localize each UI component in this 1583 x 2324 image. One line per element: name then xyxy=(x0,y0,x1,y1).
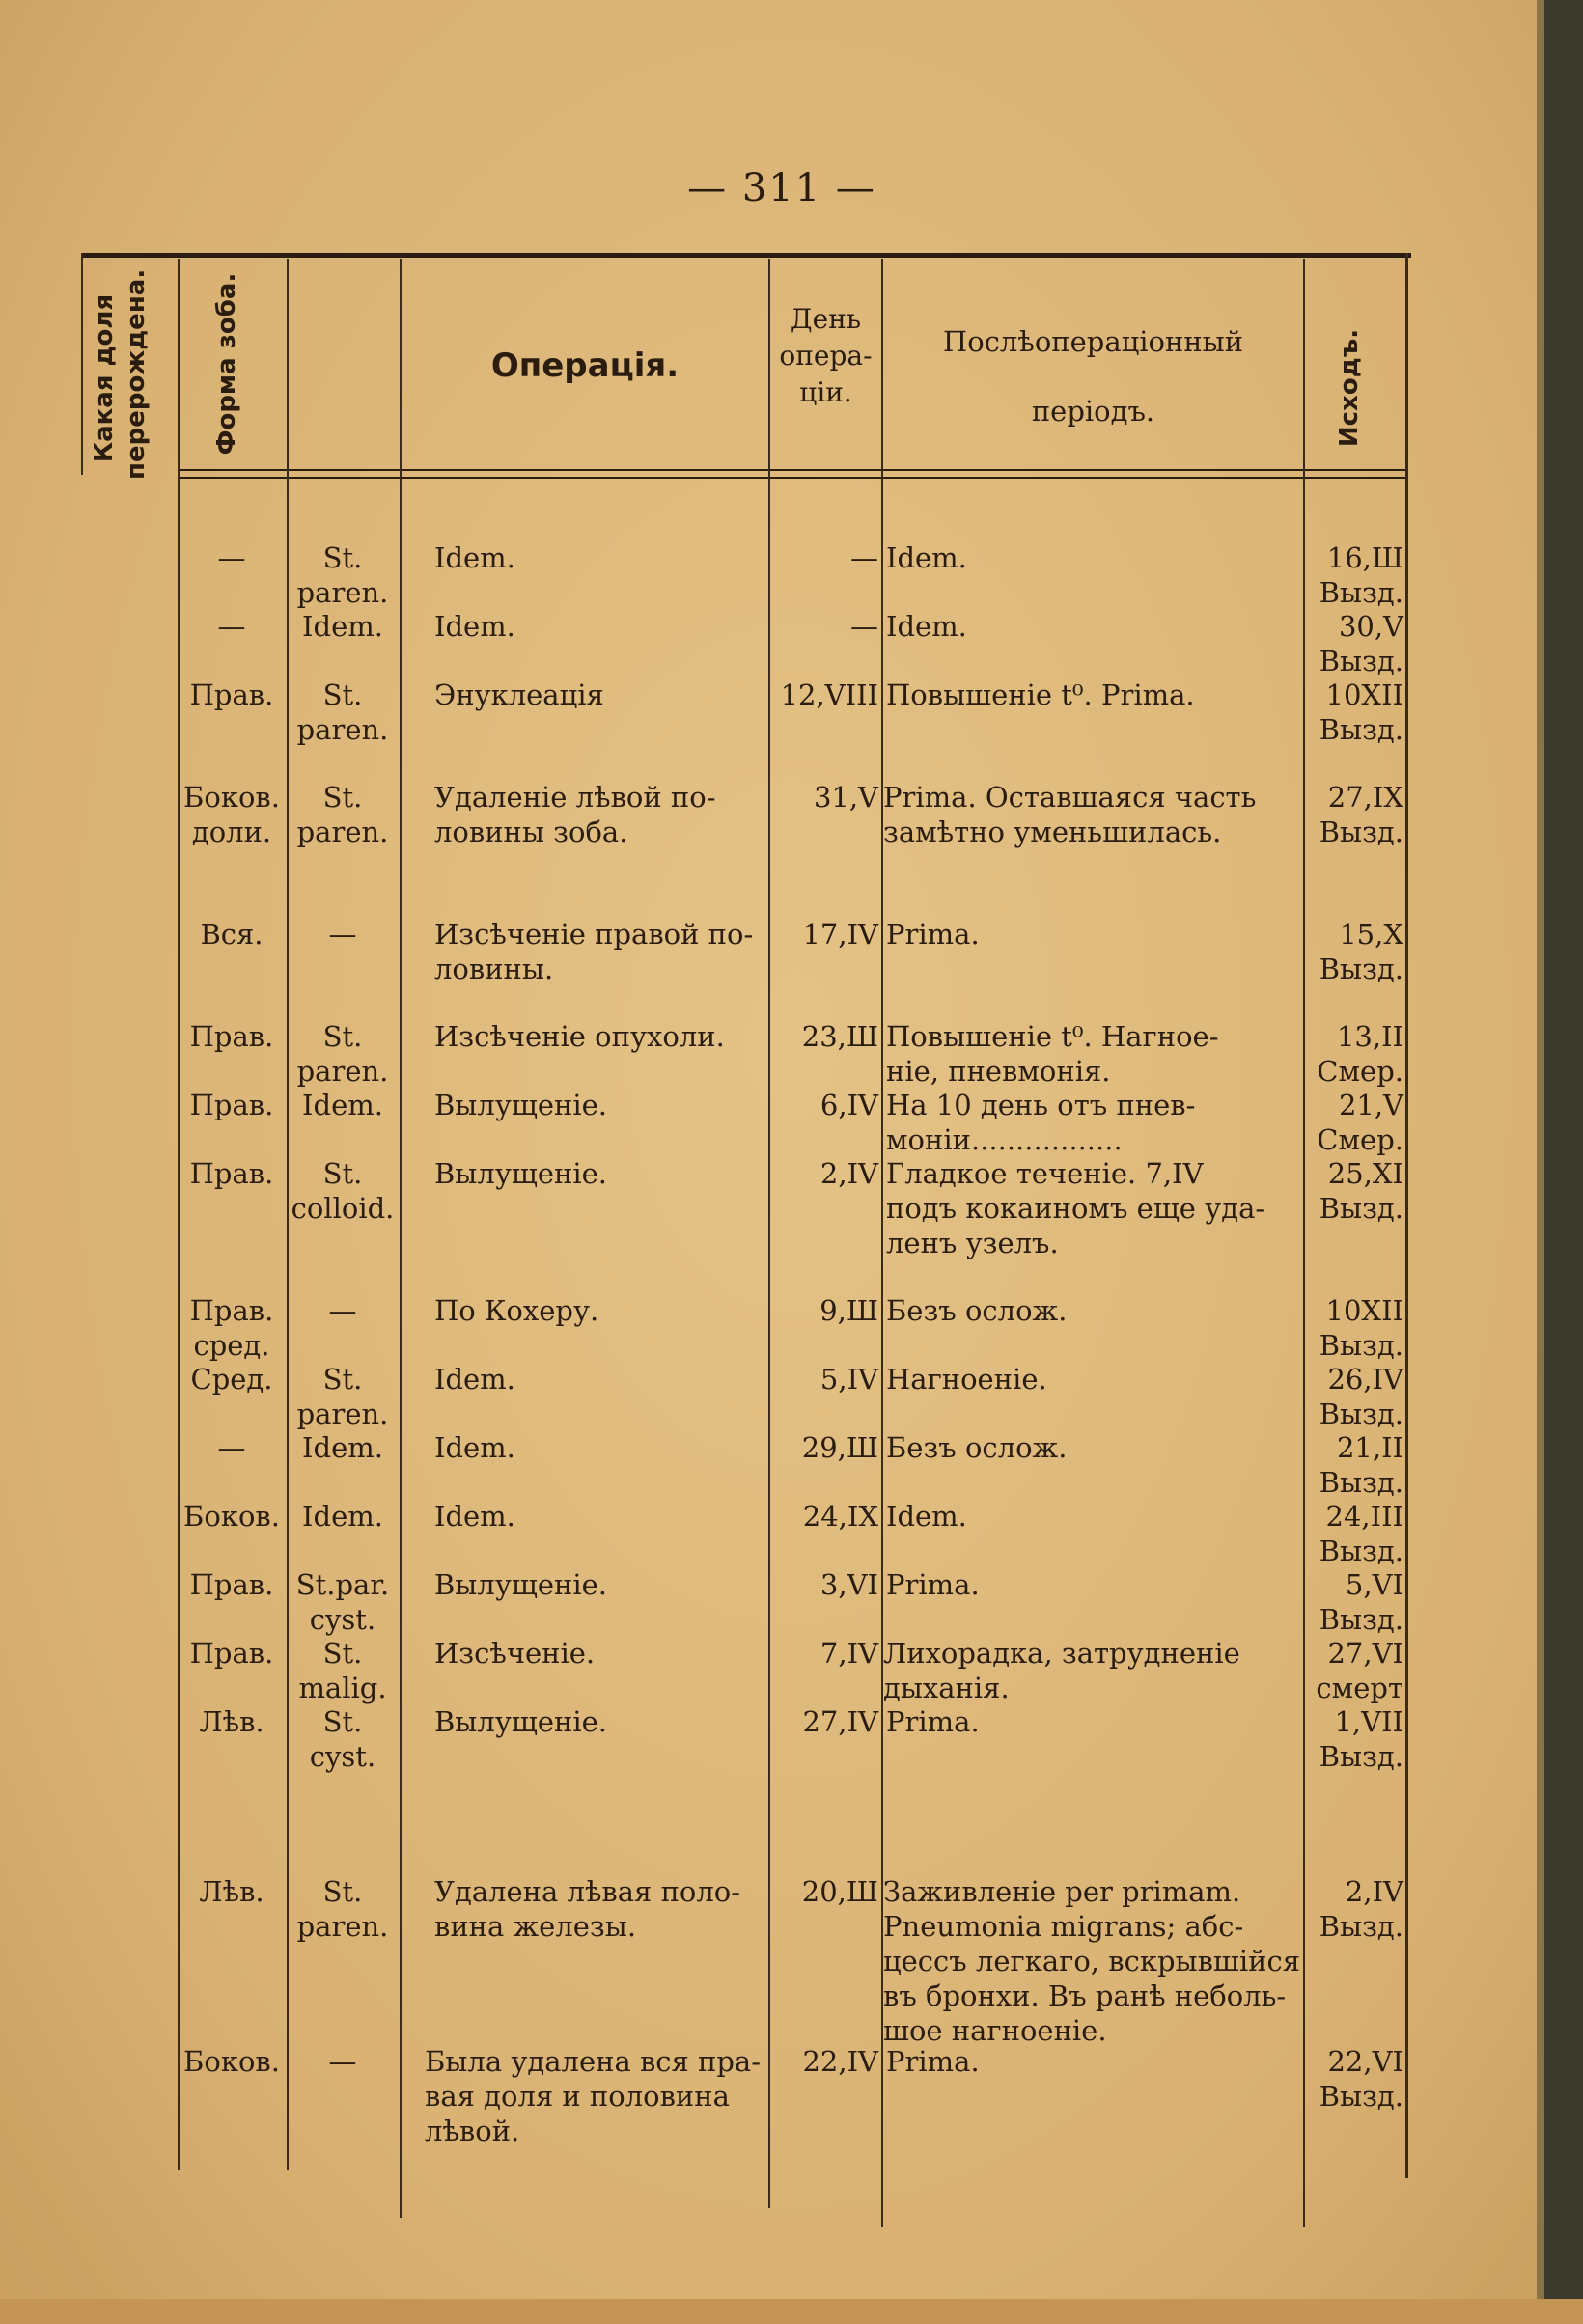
cell-period: На 10 день отъ пнев- моніи................. xyxy=(886,1089,1196,1156)
cell-dolya: Боков. xyxy=(183,2045,280,2078)
cell-dolya: — xyxy=(217,541,246,574)
cell-operatsiya: Idem. xyxy=(434,610,515,643)
cell-den: 12,VIII xyxy=(780,678,878,711)
cell-operatsiya: Вылущеніе. xyxy=(434,1705,607,1738)
cell-dolya: Прав. xyxy=(189,678,274,711)
cell-forma: St. malig. xyxy=(298,1637,387,1704)
cell-operatsiya: Изсѣченіе опухоли. xyxy=(434,1020,725,1053)
cell-dolya: Прав. xyxy=(189,1568,274,1601)
cell-den: — xyxy=(850,541,878,574)
cell-dolya: Лѣв. xyxy=(199,1875,264,1908)
cell-operatsiya: Энуклеація xyxy=(434,678,604,711)
cell-iskhod: 1,VII Вызд. xyxy=(1319,1705,1403,1773)
cell-dolya: — xyxy=(217,1431,246,1464)
header-iskhod: Исходъ. xyxy=(1335,328,1364,448)
cell-period: Idem. xyxy=(886,1500,967,1533)
cell-den: 6,IV xyxy=(819,1089,878,1121)
column-divider xyxy=(400,259,402,2218)
cell-forma: St. paren. xyxy=(296,541,389,609)
cell-forma: St. paren. xyxy=(296,1020,389,1088)
cell-forma: Idem. xyxy=(302,1431,383,1464)
cell-iskhod: 21,II Вызд. xyxy=(1319,1431,1403,1499)
cell-dolya: Прав. xyxy=(189,1020,274,1053)
cell-iskhod: 5,VI Вызд. xyxy=(1319,1568,1403,1636)
cell-iskhod: 25,XI Вызд. xyxy=(1319,1157,1403,1225)
cell-den: 29,Ш xyxy=(801,1431,878,1464)
table-right-rule xyxy=(1405,253,1408,2178)
header-operatsiya: Операція. xyxy=(490,346,680,385)
cell-iskhod: 27,VI смерт xyxy=(1316,1637,1403,1704)
cell-period: Безъ ослож. xyxy=(886,1294,1068,1327)
cell-iskhod: 16,Ш Вызд. xyxy=(1319,541,1403,609)
cell-operatsiya: Idem. xyxy=(434,1363,515,1396)
cell-den: — xyxy=(850,610,878,643)
cell-den: 5,IV xyxy=(819,1363,878,1396)
table-left-rule xyxy=(81,253,83,475)
cell-period: Гладкое теченіе. 7,IV подъ кокаиномъ еще уда- ленъ узелъ. xyxy=(886,1157,1265,1259)
cell-forma: St. paren. xyxy=(296,1363,389,1430)
cell-iskhod: 30,V Вызд. xyxy=(1319,610,1403,678)
cell-period: Idem. xyxy=(886,541,967,574)
cell-operatsiya: Изсѣченіе правой по- ловины. xyxy=(434,918,754,985)
cell-forma: Idem. xyxy=(302,610,383,643)
cell-iskhod: 10XII Вызд. xyxy=(1319,1294,1403,1362)
cell-forma: St. paren. xyxy=(296,781,389,848)
cell-period: Нагноеніе. xyxy=(886,1363,1047,1396)
cell-iskhod: 22,VI Вызд. xyxy=(1319,2045,1403,2113)
cell-period: Prima. xyxy=(886,2045,980,2078)
cell-forma: St. paren. xyxy=(296,678,389,746)
header-forma-zoba: Форма зоба. xyxy=(212,272,241,456)
cell-operatsiya: Idem. xyxy=(434,1431,515,1464)
book-edge xyxy=(1542,0,1583,2324)
cell-den: 9,Ш xyxy=(819,1294,878,1327)
cell-iskhod: 24,III Вызд. xyxy=(1319,1500,1403,1567)
cell-period: Повышеніе t⁰. Prima. xyxy=(886,678,1195,711)
cell-operatsiya: Вылущеніе. xyxy=(434,1157,607,1190)
cell-den: 7,IV xyxy=(819,1637,878,1670)
cell-den: 27,IV xyxy=(802,1705,878,1738)
cell-period: Заживленіе per primam. Pneumonia migrans; абс- цессъ легкаго, вскрывшійся въ бронхи. Въ ранѣ неболь- шое нагноеніе. xyxy=(883,1875,1301,2047)
header-den-operatsii: День опера- ціи. xyxy=(779,303,873,408)
cell-period: Лихорадка, затрудненіе дыханія. xyxy=(883,1637,1240,1704)
cell-forma: — xyxy=(328,2045,357,2078)
cell-iskhod: 2,IV Вызд. xyxy=(1319,1875,1403,1943)
cell-dolya: Сред. xyxy=(190,1363,273,1396)
cell-period: Prima. xyxy=(886,1705,980,1738)
cell-forma: St. colloid. xyxy=(291,1157,395,1225)
cell-iskhod: 10XII Вызд. xyxy=(1319,678,1403,746)
header-period: Послѣопераціонный періодъ. xyxy=(942,325,1244,428)
cell-operatsiya: Idem. xyxy=(434,1500,515,1533)
header-rule-double xyxy=(178,477,1405,479)
cell-forma: St. cyst. xyxy=(309,1705,376,1773)
cell-forma: — xyxy=(328,918,357,951)
cell-iskhod: 26,IV Вызд. xyxy=(1319,1363,1403,1430)
cell-period: Prima. xyxy=(886,1568,980,1601)
cell-period: Idem. xyxy=(886,610,967,643)
cell-den: 20,Ш xyxy=(801,1875,878,1908)
cell-forma: Idem. xyxy=(302,1089,383,1121)
cell-operatsiya: Изсѣченіе. xyxy=(434,1637,596,1670)
header-kakaya-dolya: Какая доля перерождена. xyxy=(90,268,151,480)
cell-operatsiya: Удалена лѣвая поло- вина железы. xyxy=(434,1875,741,1943)
cell-operatsiya: Вылущеніе. xyxy=(434,1089,607,1121)
cell-iskhod: 15,X Вызд. xyxy=(1319,918,1403,985)
cell-den: 22,IV xyxy=(802,2045,878,2078)
cell-dolya: Прав. xyxy=(189,1637,274,1670)
page-bottom-edge xyxy=(0,2299,1583,2324)
cell-operatsiya: Idem. xyxy=(434,541,515,574)
cell-forma: Idem. xyxy=(302,1500,383,1533)
cell-den: 17,IV xyxy=(802,918,878,951)
cell-dolya: Боков. доли. xyxy=(183,781,280,848)
cell-period: Повышеніе t⁰. Нагное- ніе, пневмонія. xyxy=(886,1020,1219,1088)
cell-operatsiya: Удаленіе лѣвой по- ловины зоба. xyxy=(434,781,716,848)
page-number: — 311 — xyxy=(687,166,876,210)
cell-period: Prima. xyxy=(886,918,980,951)
cell-iskhod: 21,V Смер. xyxy=(1317,1089,1403,1156)
cell-den: 23,Ш xyxy=(801,1020,878,1053)
cell-dolya: Вся. xyxy=(200,918,264,951)
cell-operatsiya: Была удалена вся пра- вая доля и половина лѣвой. xyxy=(425,2045,762,2147)
cell-den: 31,V xyxy=(813,781,878,814)
cell-den: 3,VI xyxy=(819,1568,878,1601)
table-top-rule xyxy=(81,253,1411,258)
cell-dolya: Боков. xyxy=(183,1500,280,1533)
cell-period: Prima. Оставшаяся часть замѣтно уменьшилась. xyxy=(883,781,1257,848)
cell-operatsiya: Вылущеніе. xyxy=(434,1568,607,1601)
cell-forma: — xyxy=(328,1294,357,1327)
header-rule xyxy=(178,469,1405,471)
cell-dolya: Прав. сред. xyxy=(189,1294,274,1362)
cell-den: 24,IX xyxy=(802,1500,878,1533)
cell-den: 2,IV xyxy=(819,1157,878,1190)
cell-operatsiya: По Кохеру. xyxy=(434,1294,599,1327)
cell-dolya: — xyxy=(217,610,246,643)
cell-period: Безъ ослож. xyxy=(886,1431,1068,1464)
cell-iskhod: 13,II Смер. xyxy=(1317,1020,1403,1088)
cell-dolya: Прав. xyxy=(189,1157,274,1190)
cell-forma: St.par. cyst. xyxy=(295,1568,390,1636)
cell-dolya: Прав. xyxy=(189,1089,274,1121)
cell-forma: St. paren. xyxy=(296,1875,389,1943)
cell-iskhod: 27,IX Вызд. xyxy=(1319,781,1403,848)
cell-dolya: Лѣв. xyxy=(199,1705,264,1738)
